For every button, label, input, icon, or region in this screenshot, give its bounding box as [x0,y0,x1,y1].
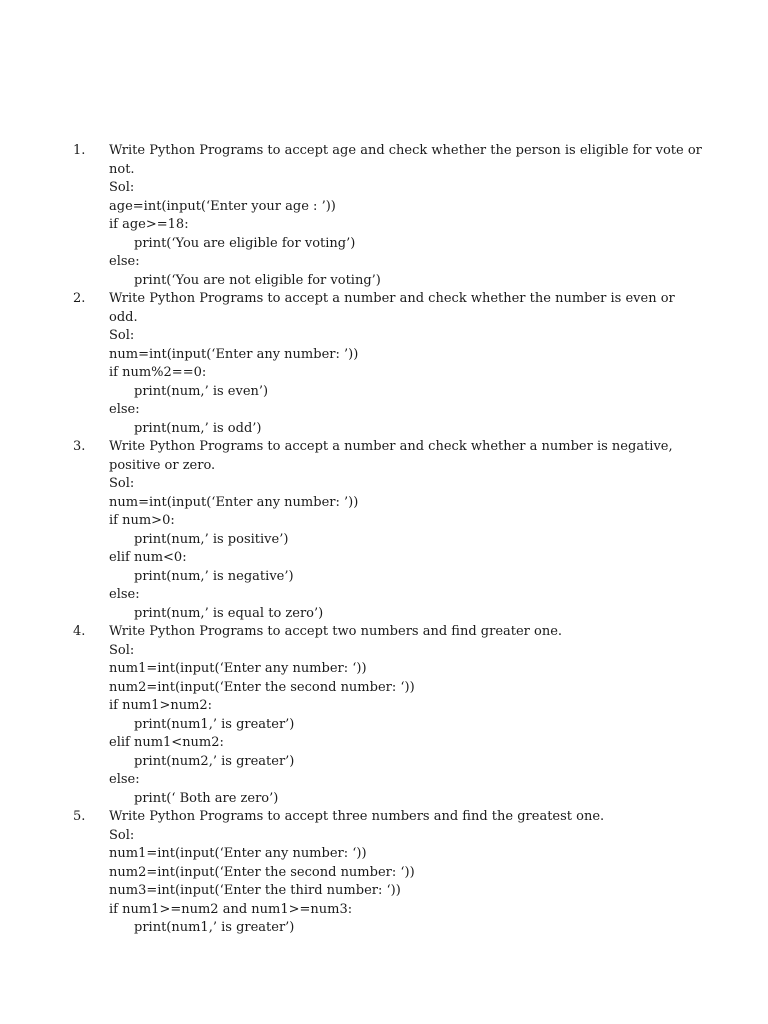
line-text: odd. [109,309,138,325]
solution-line [0,364,768,383]
line-text: age=int(input(‘Enter your age : ’)) [109,198,336,214]
line-text: print(‘You are eligible for voting’) [134,235,356,251]
line-text: num3=int(input(‘Enter the third number: ‘)) [109,883,401,898]
solution-line [0,346,768,365]
line-text: Write Python Programs to accept age and check whether the person is eligible for vote or [109,143,702,158]
solution-line [0,327,768,346]
line-text: print(‘You are not eligible for voting’) [134,272,381,288]
solution-line [0,512,768,531]
line-text: print(num,’ is equal to zero’) [134,605,324,621]
line-text: else: [109,587,140,602]
line-text: print(num1,’ is greater’) [134,920,295,935]
line-text: if num1>=num2 and num1>=num3: [109,901,353,917]
line-text: elif num<0: [109,550,187,565]
line-text: if num>0: [109,513,175,528]
solution-line [0,882,768,901]
solution-line [0,253,768,272]
solution-line [0,309,768,328]
question-number: 3. [73,439,86,454]
solution-line [0,457,768,476]
line-text: Sol: [109,180,135,195]
line-text: Sol: [109,476,135,491]
solution-line [0,531,768,550]
question-number: 5. [73,809,86,824]
solution-line [0,216,768,235]
question-item [0,290,768,438]
line-text: not. [109,161,135,177]
solution-line [0,660,768,679]
solution-line [0,753,768,772]
question-text-line [0,290,768,309]
solution-line [0,771,768,790]
solution-line [0,679,768,698]
question-number: 1. [73,143,86,158]
solution-line [0,864,768,883]
solution-line [0,198,768,217]
solution-line [0,734,768,753]
solution-line [0,919,768,938]
line-text: print(num,’ is odd’) [134,420,262,436]
line-text: num2=int(input(‘Enter the second number: ‘)) [109,679,415,695]
solution-line [0,568,768,587]
solution-line [0,845,768,864]
line-text: Write Python Programs to accept a number and check whether a number is negative, [109,439,673,454]
solution-line [0,716,768,735]
solution-line [0,272,768,291]
solution-line [0,549,768,568]
solution-line [0,605,768,624]
question-item [0,808,768,938]
solution-line [0,494,768,513]
line-text: else: [109,772,140,787]
solution-line [0,697,768,716]
line-text: print(num,’ is positive’) [134,531,289,547]
line-text: print(‘ Both are zero’) [134,790,279,806]
line-text: elif num1<num2: [109,735,224,750]
line-text: if num1>num2: [109,698,213,713]
line-text: print(num,’ is even’) [134,383,269,399]
solution-line [0,401,768,420]
line-text: num1=int(input(‘Enter any number: ‘)) [109,846,367,861]
solution-line [0,901,768,920]
line-text: if num%2==0: [109,365,207,380]
solution-line [0,790,768,809]
solution-line [0,235,768,254]
solution-line [0,827,768,846]
question-item [0,142,768,290]
solution-line [0,179,768,198]
solution-line [0,161,768,180]
line-text: num=int(input(‘Enter any number: ’)) [109,494,359,510]
line-text: Write Python Programs to accept a number and check whether the number is even or [109,291,675,306]
question-text-line [0,623,768,642]
question-number: 2. [73,291,86,306]
question-item [0,623,768,808]
solution-line [0,642,768,661]
line-text: else: [109,254,140,269]
line-text: Write Python Programs to accept two numbers and find greater one. [109,624,563,639]
line-text: if age>=18: [109,217,189,232]
question-text-line [0,808,768,827]
line-text: num=int(input(‘Enter any number: ’)) [109,346,359,362]
line-text: positive or zero. [109,457,216,473]
question-text-line [0,142,768,161]
question-item [0,438,768,623]
line-text: num1=int(input(‘Enter any number: ‘)) [109,661,367,676]
line-text: else: [109,402,140,417]
solution-line [0,383,768,402]
line-text: print(num2,’ is greater’) [134,753,295,769]
line-text: print(num1,’ is greater’) [134,716,295,732]
question-number: 4. [73,624,86,639]
solution-line [0,586,768,605]
line-text: Sol: [109,328,135,343]
question-list [0,142,768,938]
line-text: Sol: [109,827,135,843]
line-text: Write Python Programs to accept three numbers and find the greatest one. [109,809,605,824]
solution-line [0,420,768,439]
line-text: Sol: [109,642,135,658]
solution-line [0,475,768,494]
question-text-line [0,438,768,457]
line-text: num2=int(input(‘Enter the second number: ‘)) [109,864,415,880]
line-text: print(num,’ is negative’) [134,568,294,584]
